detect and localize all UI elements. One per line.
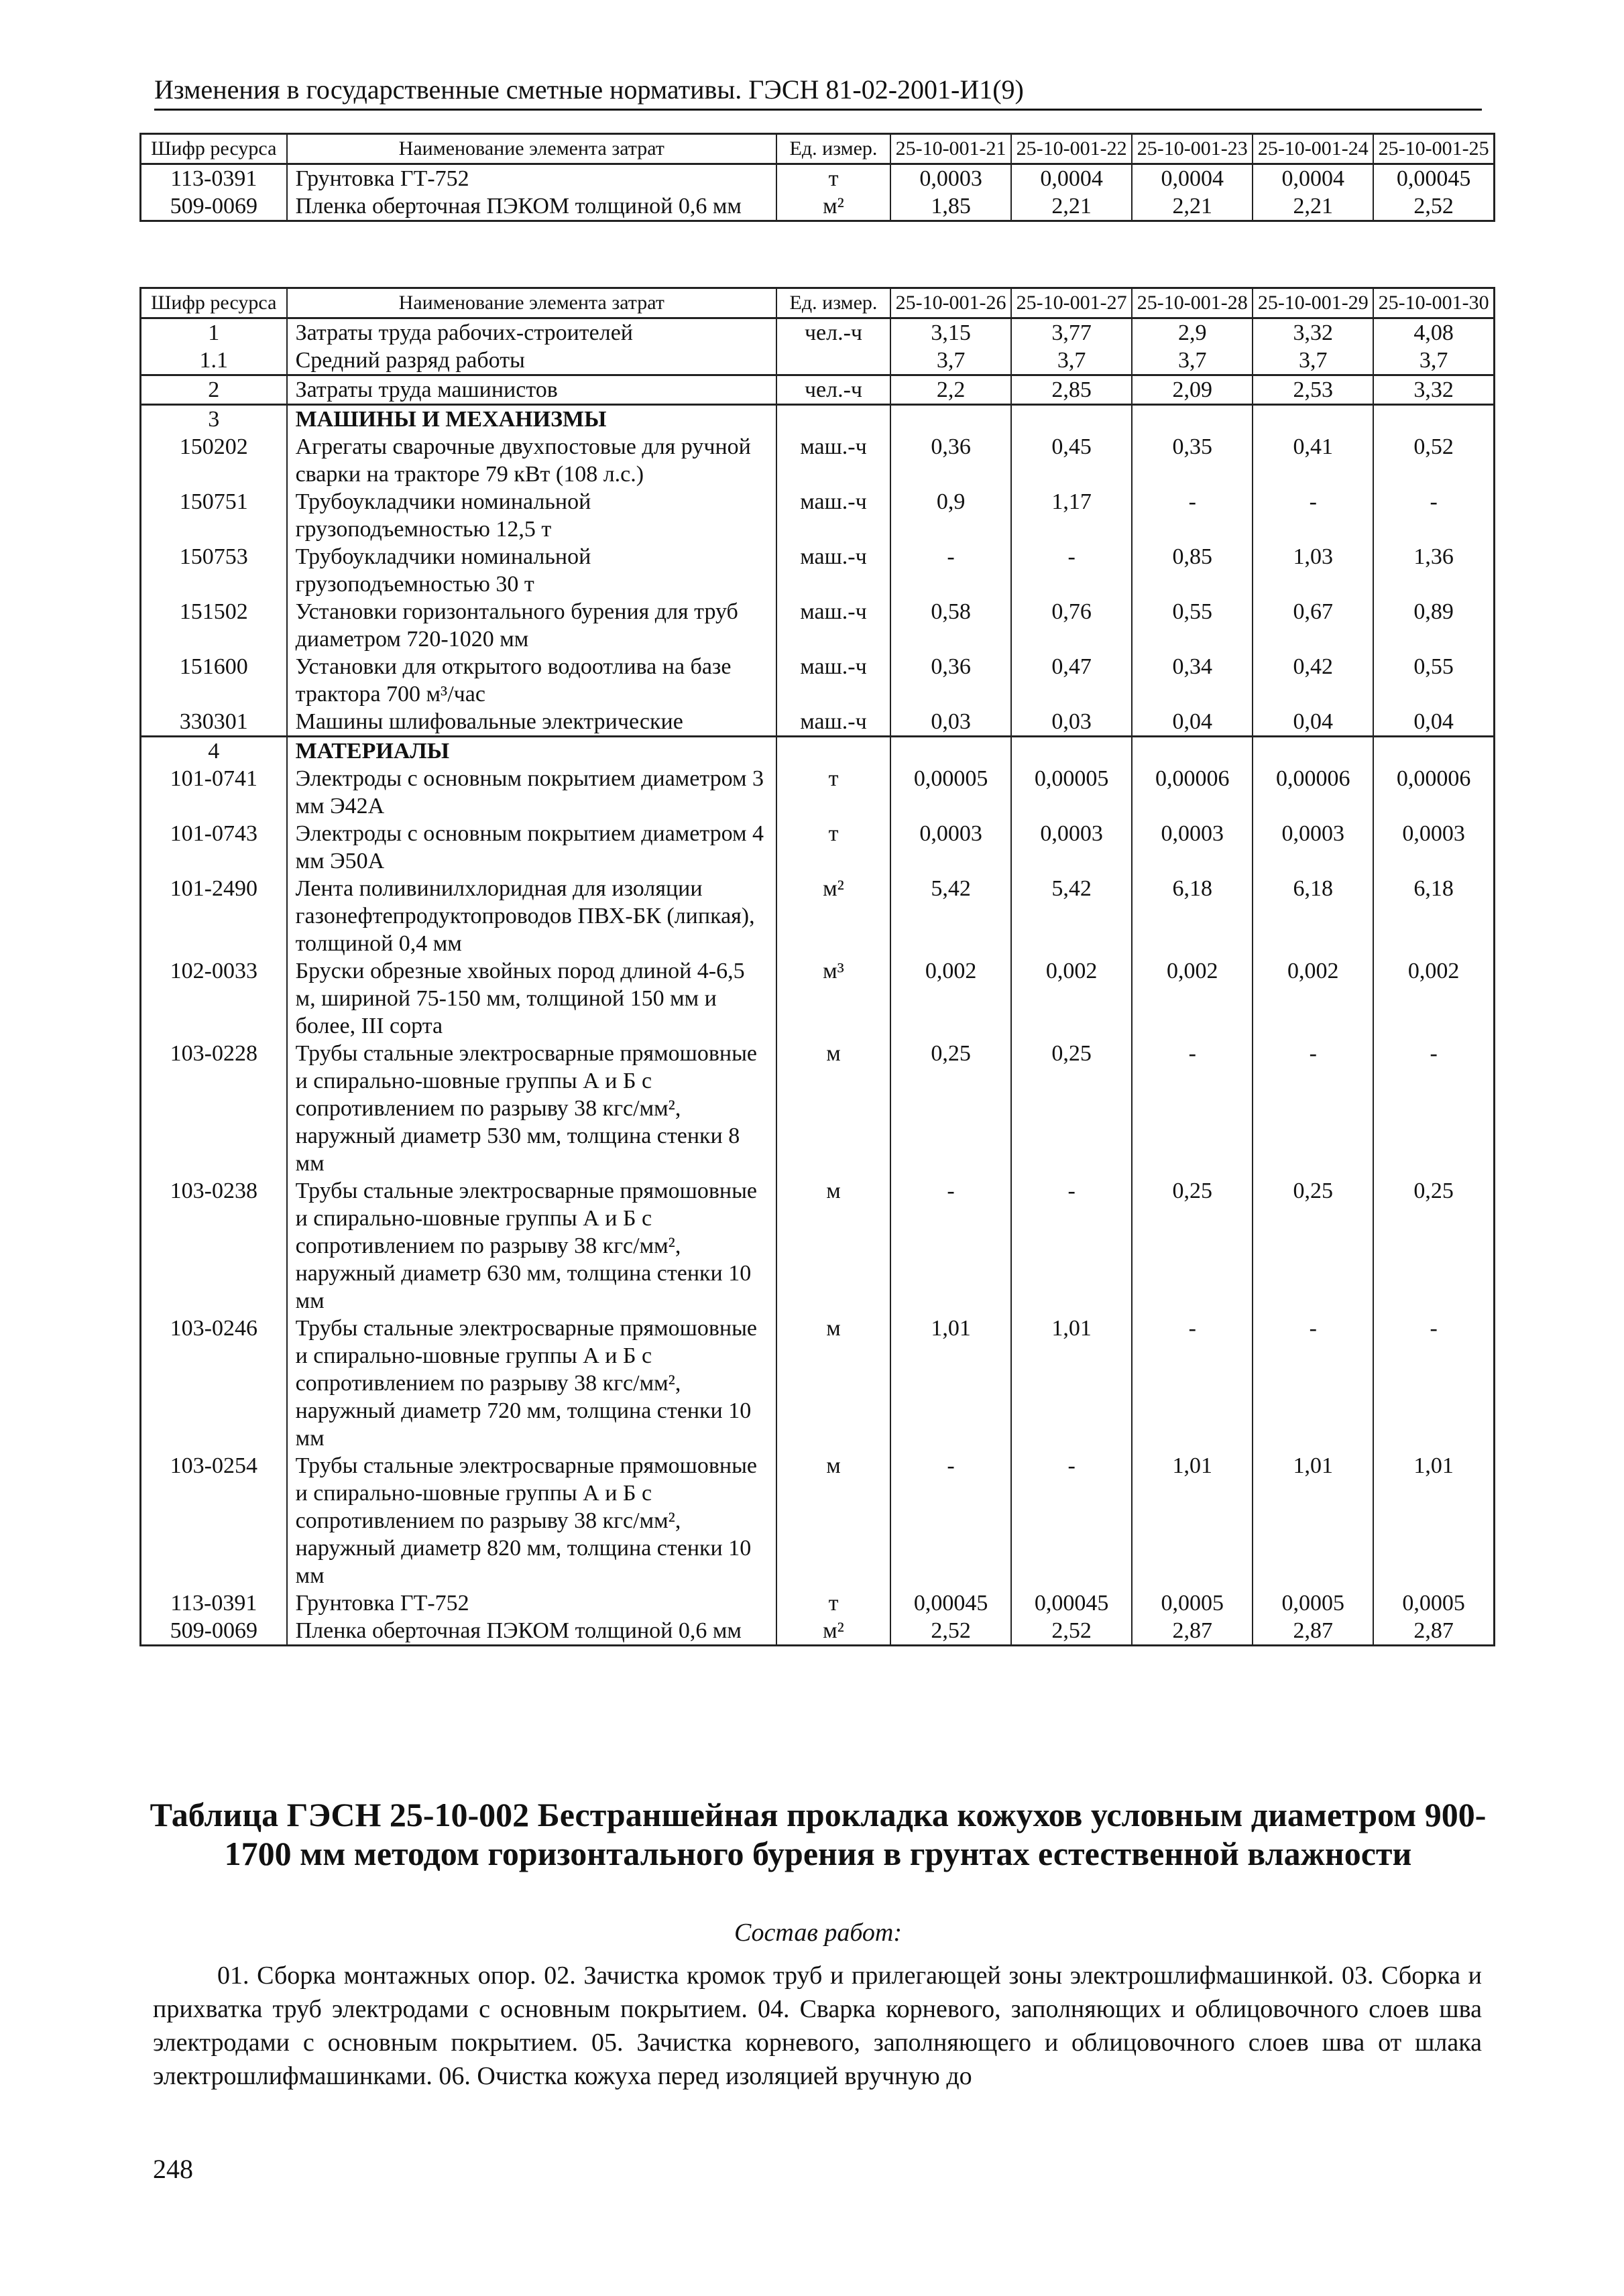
table-row [141, 164, 1495, 193]
norm-value: 2,87 [1373, 1617, 1494, 1646]
norm-value: 0,00045 [1011, 1589, 1132, 1617]
resource-code: 151502 [141, 598, 287, 653]
norm-value: 2,87 [1253, 1617, 1373, 1646]
unit: маш.-ч [776, 543, 890, 598]
norm-value [1253, 737, 1373, 766]
element-name: Электроды с основным покрытием диаметром 4 мм Э50А [287, 820, 776, 875]
norm-value: 0,76 [1011, 598, 1132, 653]
unit: т [776, 765, 890, 820]
norm-value: 0,04 [1253, 708, 1373, 737]
norm-value: - [1132, 1040, 1253, 1177]
resource-code: 103-0254 [141, 1452, 287, 1589]
norm-value: 0,002 [1011, 957, 1132, 1040]
norm-value: 3,7 [1011, 347, 1132, 375]
resource-code: 101-0741 [141, 765, 287, 820]
norm-value: 3,7 [1373, 347, 1494, 375]
norm-value: - [1253, 1315, 1373, 1452]
resource-code: 509-0069 [141, 192, 287, 221]
unit: м² [776, 192, 890, 221]
norm-value: 0,00005 [890, 765, 1011, 820]
norm-value: - [1011, 543, 1132, 598]
norm-value: 0,0003 [1132, 820, 1253, 875]
section-title: Таблица ГЭСН 25-10-002 Бестраншейная прокладка кожухов условным диаметром 900-1700 мм методом горизонтального бурения в грунтах естественной влажности [150, 1796, 1487, 1872]
resource-code: 1 [141, 318, 287, 347]
resource-code: 103-0228 [141, 1040, 287, 1177]
norm-value [890, 405, 1011, 434]
norm-value: 2,9 [1132, 318, 1253, 347]
norm-value: 0,0005 [1132, 1589, 1253, 1617]
header-col: 25-10-001-23 [1132, 134, 1253, 164]
running-head: Изменения в государственные сметные нормативы. ГЭСН 81-02-2001-И1(9) [154, 72, 1482, 111]
header-name: Наименование элемента затрат [287, 134, 776, 164]
norm-value: 0,58 [890, 598, 1011, 653]
element-name: Затраты труда рабочих-строителей [287, 318, 776, 347]
element-name: Электроды с основным покрытием диаметром 3 мм Э42А [287, 765, 776, 820]
norm-value: - [890, 1177, 1011, 1315]
norm-value [1011, 405, 1132, 434]
norm-value: 0,55 [1373, 653, 1494, 708]
element-name: Бруски обрезные хвойных пород длиной 4-6,5 м, шириной 75-150 мм, толщиной 150 мм и более, III сорта [287, 957, 776, 1040]
header-col: 25-10-001-29 [1253, 288, 1373, 318]
resource-code: 4 [141, 737, 287, 766]
norm-value: 0,03 [1011, 708, 1132, 737]
norm-value: 1,36 [1373, 543, 1494, 598]
header-name: Наименование элемента затрат [287, 288, 776, 318]
resource-code: 1.1 [141, 347, 287, 375]
norm-value: 0,25 [1132, 1177, 1253, 1315]
unit: т [776, 164, 890, 193]
norm-value: 6,18 [1253, 875, 1373, 957]
unit [776, 405, 890, 434]
unit: м² [776, 1617, 890, 1646]
resource-code: 509-0069 [141, 1617, 287, 1646]
element-name: Пленка оберточная ПЭКОМ толщиной 0,6 мм [287, 1617, 776, 1646]
norm-value: 1,17 [1011, 488, 1132, 543]
unit: м [776, 1177, 890, 1315]
norm-value: 0,85 [1132, 543, 1253, 598]
norm-value: - [1373, 1040, 1494, 1177]
unit: т [776, 1589, 890, 1617]
unit: т [776, 820, 890, 875]
norm-value: 2,87 [1132, 1617, 1253, 1646]
norm-value: 0,89 [1373, 598, 1494, 653]
norm-value: 2,52 [1373, 192, 1494, 221]
norm-value: 0,25 [1011, 1040, 1132, 1177]
norm-value: 0,002 [1373, 957, 1494, 1040]
table-row [141, 1315, 1495, 1452]
norm-value: 0,04 [1373, 708, 1494, 737]
element-name: Средний разряд работы [287, 347, 776, 375]
resource-code: 103-0238 [141, 1177, 287, 1315]
norm-value: 0,0003 [1011, 820, 1132, 875]
norm-value: 0,0003 [890, 820, 1011, 875]
norm-value: 0,36 [890, 653, 1011, 708]
norm-value: 2,09 [1132, 375, 1253, 405]
element-name: Трубы стальные электросварные прямошовные и спирально-шовные группы А и Б с сопротивлением по разрыву 38 кгс/мм², наружный диаметр 820 мм, толщина стенки 10 мм [287, 1452, 776, 1589]
norm-value: 3,7 [1253, 347, 1373, 375]
norm-value [1373, 737, 1494, 766]
element-name: Трубоукладчики номинальной грузоподъемностью 12,5 т [287, 488, 776, 543]
norm-value: 0,0004 [1132, 164, 1253, 193]
element-name: Грунтовка ГТ-752 [287, 164, 776, 193]
norm-value: 0,0003 [890, 164, 1011, 193]
norm-value: 1,01 [1253, 1452, 1373, 1589]
norm-value [1253, 405, 1373, 434]
header-code: Шифр ресурса [141, 288, 287, 318]
norm-value: 0,0004 [1011, 164, 1132, 193]
norm-value: 3,7 [1132, 347, 1253, 375]
table-row [141, 1177, 1495, 1315]
norm-value: 0,04 [1132, 708, 1253, 737]
norm-value: - [1373, 488, 1494, 543]
element-name: Установки горизонтального бурения для труб диаметром 720-1020 мм [287, 598, 776, 653]
norm-value: 0,52 [1373, 433, 1494, 488]
resource-code: 113-0391 [141, 164, 287, 193]
unit: маш.-ч [776, 488, 890, 543]
norm-value: 3,77 [1011, 318, 1132, 347]
element-name: Установки для открытого водоотлива на базе трактора 700 м³/час [287, 653, 776, 708]
unit: м³ [776, 957, 890, 1040]
norm-value: 3,7 [890, 347, 1011, 375]
table-row [141, 765, 1495, 820]
table-row [141, 1617, 1495, 1646]
element-name: Грунтовка ГТ-752 [287, 1589, 776, 1617]
resource-code: 103-0246 [141, 1315, 287, 1452]
norm-value: 1,03 [1253, 543, 1373, 598]
norm-value: 0,42 [1253, 653, 1373, 708]
norm-value: 0,00045 [1373, 164, 1494, 193]
table-row [141, 875, 1495, 957]
norm-value: 0,45 [1011, 433, 1132, 488]
unit: м [776, 1315, 890, 1452]
norm-value: 2,53 [1253, 375, 1373, 405]
norm-value: 0,25 [1253, 1177, 1373, 1315]
norm-value: - [1253, 488, 1373, 543]
norm-value: 0,00006 [1373, 765, 1494, 820]
norm-value: 2,2 [890, 375, 1011, 405]
element-name: Агрегаты сварочные двухпостовые для ручной сварки на тракторе 79 кВт (108 л.с.) [287, 433, 776, 488]
unit: маш.-ч [776, 433, 890, 488]
work-composition-label: Состав работ: [734, 1919, 903, 1947]
table-row [141, 820, 1495, 875]
norm-value: 2,21 [1132, 192, 1253, 221]
norm-value: 0,0005 [1373, 1589, 1494, 1617]
header-col: 25-10-001-28 [1132, 288, 1253, 318]
page-number: 248 [153, 2154, 193, 2184]
norm-value: 6,18 [1132, 875, 1253, 957]
unit: маш.-ч [776, 598, 890, 653]
norm-value: 0,47 [1011, 653, 1132, 708]
resource-code: 150202 [141, 433, 287, 488]
element-name: Трубы стальные электросварные прямошовные и спирально-шовные группы А и Б с сопротивлением по разрыву 38 кгс/мм², наружный диаметр 630 мм, толщина стенки 10 мм [287, 1177, 776, 1315]
norm-value: 0,0003 [1253, 820, 1373, 875]
unit: маш.-ч [776, 653, 890, 708]
element-name: Лента поливинилхлоридная для изоляции газонефтепродуктопроводов ПВХ-БК (липкая), толщиной 0,4 мм [287, 875, 776, 957]
resource-table-2 [139, 287, 1495, 1646]
norm-value: 6,18 [1373, 875, 1494, 957]
norm-value: 1,01 [1011, 1315, 1132, 1452]
header-code: Шифр ресурса [141, 134, 287, 164]
norm-value: - [1373, 1315, 1494, 1452]
norm-value: - [890, 1452, 1011, 1589]
norm-value: 1,85 [890, 192, 1011, 221]
unit: м² [776, 875, 890, 957]
table-row [141, 433, 1495, 488]
norm-value: 2,21 [1253, 192, 1373, 221]
table-row [141, 708, 1495, 737]
unit [776, 737, 890, 766]
norm-value: 4,08 [1373, 318, 1494, 347]
norm-value: 1,01 [890, 1315, 1011, 1452]
resource-code: 150753 [141, 543, 287, 598]
norm-value: 0,36 [890, 433, 1011, 488]
norm-value: 0,35 [1132, 433, 1253, 488]
header-col: 25-10-001-24 [1253, 134, 1373, 164]
norm-value: 5,42 [890, 875, 1011, 957]
norm-value: 0,00045 [890, 1589, 1011, 1617]
norm-value: 3,15 [890, 318, 1011, 347]
norm-value: 0,002 [1253, 957, 1373, 1040]
table-row [141, 1040, 1495, 1177]
norm-value: - [1011, 1452, 1132, 1589]
unit: чел.-ч [776, 375, 890, 405]
norm-value: 2,52 [1011, 1617, 1132, 1646]
table-row [141, 957, 1495, 1040]
norm-value [890, 737, 1011, 766]
resource-code: 151600 [141, 653, 287, 708]
resource-code: 2 [141, 375, 287, 405]
header-col: 25-10-001-27 [1011, 288, 1132, 318]
header-col: 25-10-001-30 [1373, 288, 1494, 318]
norm-value: 0,41 [1253, 433, 1373, 488]
norm-value: 1,01 [1132, 1452, 1253, 1589]
norm-value: 0,0005 [1253, 1589, 1373, 1617]
norm-value: 0,002 [890, 957, 1011, 1040]
norm-value: 1,01 [1373, 1452, 1494, 1589]
norm-value: 0,25 [1373, 1177, 1494, 1315]
norm-value: 0,03 [890, 708, 1011, 737]
table-row [141, 653, 1495, 708]
norm-value: 0,34 [1132, 653, 1253, 708]
table-row [141, 347, 1495, 375]
norm-value: 2,85 [1011, 375, 1132, 405]
resource-table-1 [139, 133, 1495, 222]
norm-value: 0,0003 [1373, 820, 1494, 875]
norm-value: 0,00005 [1011, 765, 1132, 820]
unit [776, 347, 890, 375]
table-row [141, 375, 1495, 405]
norm-value [1132, 737, 1253, 766]
element-name: МАШИНЫ И МЕХАНИЗМЫ [287, 405, 776, 434]
header-col: 25-10-001-21 [890, 134, 1011, 164]
norm-value [1011, 737, 1132, 766]
norm-value: - [890, 543, 1011, 598]
norm-value: 0,55 [1132, 598, 1253, 653]
table-row [141, 318, 1495, 347]
table-row [141, 405, 1495, 434]
norm-value: 2,21 [1011, 192, 1132, 221]
header-col: 25-10-001-25 [1373, 134, 1494, 164]
resource-code: 102-0033 [141, 957, 287, 1040]
resource-code: 101-0743 [141, 820, 287, 875]
table-row [141, 737, 1495, 766]
norm-value [1373, 405, 1494, 434]
unit: маш.-ч [776, 708, 890, 737]
header-unit: Ед. измер. [776, 288, 890, 318]
table-row [141, 192, 1495, 221]
resource-code: 150751 [141, 488, 287, 543]
norm-value: - [1011, 1177, 1132, 1315]
norm-value: - [1132, 488, 1253, 543]
norm-value: 3,32 [1373, 375, 1494, 405]
element-name: Трубы стальные электросварные прямошовные и спирально-шовные группы А и Б с сопротивлением по разрыву 38 кгс/мм², наружный диаметр 720 мм, толщина стенки 10 мм [287, 1315, 776, 1452]
element-name: Затраты труда машинистов [287, 375, 776, 405]
table-row [141, 543, 1495, 598]
norm-value: 0,0004 [1253, 164, 1373, 193]
table-row [141, 598, 1495, 653]
norm-value: 0,67 [1253, 598, 1373, 653]
resource-code: 101-2490 [141, 875, 287, 957]
table-row [141, 1589, 1495, 1617]
unit: м [776, 1452, 890, 1589]
resource-code: 113-0391 [141, 1589, 287, 1617]
element-name: МАТЕРИАЛЫ [287, 737, 776, 766]
norm-value: - [1253, 1040, 1373, 1177]
table-row [141, 488, 1495, 543]
header-col: 25-10-001-22 [1011, 134, 1132, 164]
norm-value: 0,00006 [1253, 765, 1373, 820]
element-name: Пленка оберточная ПЭКОМ толщиной 0,6 мм [287, 192, 776, 221]
element-name: Трубоукладчики номинальной грузоподъемностью 30 т [287, 543, 776, 598]
norm-value: 5,42 [1011, 875, 1132, 957]
work-composition-text: 01. Сборка монтажных опор. 02. Зачистка кромок труб и прилегающей зоны электрошлифмашинкой. 03. Сборка и прихватка труб электродами с основным покрытием. 04. Сварка корневого, заполняющих и облицовочного слоев шва электродами с основным покрытием. 05. Зачистка корневого, заполняющего и облицовочного слоев шва от шлака электрошлифмашинками. 06. Очистка кожуха перед изоляцией вручную до [153, 1961, 1482, 2090]
table-row [141, 1452, 1495, 1589]
unit: чел.-ч [776, 318, 890, 347]
unit: м [776, 1040, 890, 1177]
norm-value: 0,25 [890, 1040, 1011, 1177]
norm-value: 2,52 [890, 1617, 1011, 1646]
element-name: Машины шлифовальные электрические [287, 708, 776, 737]
norm-value: 3,32 [1253, 318, 1373, 347]
header-col: 25-10-001-26 [890, 288, 1011, 318]
norm-value: 0,9 [890, 488, 1011, 543]
norm-value [1132, 405, 1253, 434]
resource-code: 3 [141, 405, 287, 434]
norm-value: 0,00006 [1132, 765, 1253, 820]
norm-value: 0,002 [1132, 957, 1253, 1040]
norm-value: - [1132, 1315, 1253, 1452]
element-name: Трубы стальные электросварные прямошовные и спирально-шовные группы А и Б с сопротивлением по разрыву 38 кгс/мм², наружный диаметр 530 мм, толщина стенки 8 мм [287, 1040, 776, 1177]
resource-code: 330301 [141, 708, 287, 737]
header-unit: Ед. измер. [776, 134, 890, 164]
